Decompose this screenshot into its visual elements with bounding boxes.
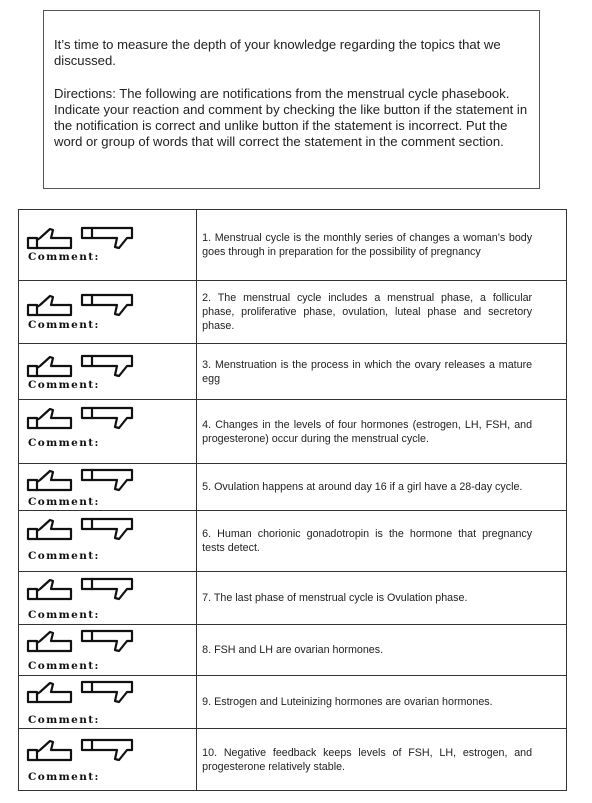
statement-text: 8. FSH and LH are ovarian hormones. — [197, 625, 545, 676]
notification-row — [19, 729, 567, 791]
comment-label: Comment: — [28, 319, 100, 331]
like-icon[interactable] — [26, 226, 76, 250]
unlike-icon[interactable] — [79, 577, 135, 601]
reaction-buttons — [26, 293, 146, 317]
statement-text: 3. Menstruation is the process in which the ovary releases a mature egg — [197, 344, 545, 400]
intro-text: It’s time to measure the depth of your knowledge regarding the topics that we discussed. — [54, 37, 501, 68]
reaction-cell — [19, 210, 197, 281]
notification-row — [19, 676, 567, 729]
unlike-icon[interactable] — [79, 629, 135, 653]
statement-text: 4. Changes in the levels of four hormones (estrogen, LH, FSH, and progesterone) occur during the menstrual cycle. — [197, 400, 545, 464]
unlike-icon[interactable] — [79, 226, 135, 250]
like-icon[interactable] — [26, 577, 76, 601]
unlike-icon[interactable] — [79, 517, 135, 541]
reaction-buttons — [26, 629, 146, 653]
comment-label: Comment: — [28, 496, 100, 508]
reaction-cell — [19, 344, 197, 400]
comment-label: Comment: — [28, 251, 100, 263]
notification-row — [19, 210, 567, 281]
statement-text: 1. Menstrual cycle is the monthly series of changes a woman’s body goes through in preparation for the possibility of pregnancy — [197, 210, 545, 281]
like-icon[interactable] — [26, 680, 76, 704]
comment-label: Comment: — [28, 379, 100, 391]
reaction-cell — [19, 511, 197, 572]
reaction-buttons — [26, 354, 146, 378]
unlike-icon[interactable] — [79, 680, 135, 704]
statement-text: 5. Ovulation happens at around day 16 if a girl have a 28-day cycle. — [197, 464, 545, 511]
reaction-buttons — [26, 577, 146, 601]
reaction-cell — [19, 281, 197, 344]
notification-row — [19, 511, 567, 572]
reaction-buttons — [26, 468, 146, 492]
comment-label: Comment: — [28, 660, 100, 672]
comment-label: Comment: — [28, 437, 100, 449]
notification-row — [19, 464, 567, 511]
reaction-cell — [19, 464, 197, 511]
reaction-buttons — [26, 226, 146, 250]
like-icon[interactable] — [26, 468, 76, 492]
statement-text: 7. The last phase of menstrual cycle is Ovulation phase. — [197, 572, 545, 625]
like-icon[interactable] — [26, 406, 76, 430]
comment-label: Comment: — [28, 609, 100, 621]
notification-table — [18, 209, 567, 791]
unlike-icon[interactable] — [79, 468, 135, 492]
statement-text: 6. Human chorionic gonadotropin is the hormone that pregnancy tests detect. — [197, 511, 545, 572]
reaction-cell — [19, 625, 197, 676]
comment-label: Comment: — [28, 550, 100, 562]
statement-text: 2. The menstrual cycle includes a menstrual phase, a follicular phase, proliferative phase, ovulation, luteal phase and secretory phase. — [197, 281, 545, 344]
like-icon[interactable] — [26, 354, 76, 378]
reaction-cell — [19, 572, 197, 625]
directions-box — [43, 10, 540, 189]
like-icon[interactable] — [26, 517, 76, 541]
like-icon[interactable] — [26, 629, 76, 653]
notification-row — [19, 344, 567, 400]
unlike-icon[interactable] — [79, 406, 135, 430]
directions-text: Directions: The following are notifications from the menstrual cycle phasebook. Indicate your reaction and comment by checking the like button if the statement in the notification is correct and unlike button if the statement is incorrect. Put the word or group of words that will correct the statement in the comment section. — [54, 86, 528, 149]
reaction-cell — [19, 676, 197, 729]
notification-row — [19, 572, 567, 625]
notification-row — [19, 281, 567, 344]
unlike-icon[interactable] — [79, 738, 135, 762]
unlike-icon[interactable] — [79, 293, 135, 317]
like-icon[interactable] — [26, 738, 76, 762]
statement-text: 10. Negative feedback keeps levels of FSH, LH, estrogen, and progesterone relatively stable. — [197, 729, 545, 791]
reaction-cell — [19, 400, 197, 464]
reaction-buttons — [26, 517, 146, 541]
comment-label: Comment: — [28, 771, 100, 783]
reaction-cell — [19, 729, 197, 791]
reaction-buttons — [26, 680, 146, 704]
statement-text: 9. Estrogen and Luteinizing hormones are ovarian hormones. — [197, 676, 545, 729]
unlike-icon[interactable] — [79, 354, 135, 378]
like-icon[interactable] — [26, 293, 76, 317]
notification-row — [19, 400, 567, 464]
comment-label: Comment: — [28, 714, 100, 726]
reaction-buttons — [26, 738, 146, 762]
reaction-buttons — [26, 406, 146, 430]
notification-row — [19, 625, 567, 676]
